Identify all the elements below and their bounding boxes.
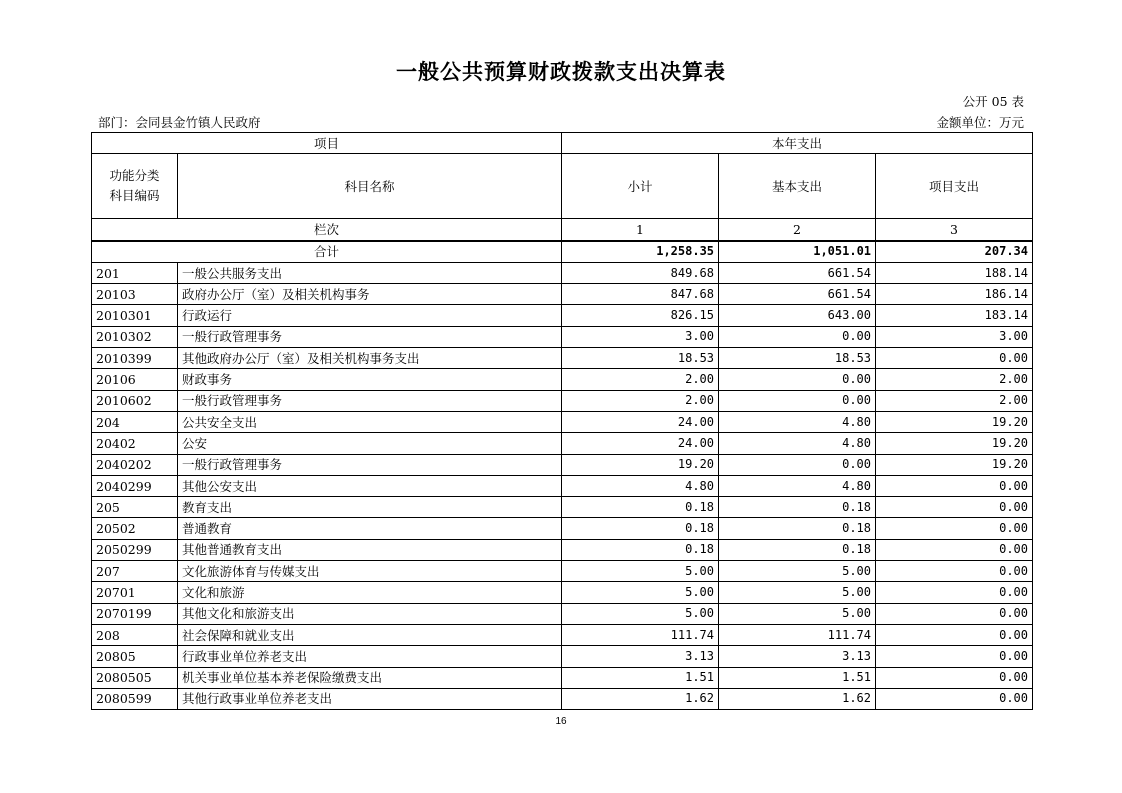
page-number: 16: [555, 716, 567, 727]
row-name: 公安: [178, 433, 562, 454]
row-name: 其他行政事业单位养老支出: [178, 688, 562, 709]
total-row: [92, 241, 1033, 263]
row-project: 0.00: [876, 603, 1033, 624]
table-row: [92, 390, 1033, 411]
table-row: [92, 305, 1033, 326]
row-code: 2010602: [92, 390, 178, 411]
table-row: [92, 475, 1033, 496]
row-project: 186.14: [876, 284, 1033, 305]
table-row: [92, 348, 1033, 369]
row-subtotal: 24.00: [562, 433, 719, 454]
row-project: 19.20: [876, 411, 1033, 432]
department-label: 部门：会同县金竹镇人民政府: [98, 115, 261, 130]
row-subtotal: 1.51: [562, 667, 719, 688]
row-subtotal: 2.00: [562, 369, 719, 390]
row-code: 2040299: [92, 475, 178, 496]
row-code: 20103: [92, 284, 178, 305]
row-code: 205: [92, 497, 178, 518]
header-subject-name: 科目名称: [178, 154, 562, 219]
row-basic: 0.18: [719, 497, 876, 518]
row-code: 204: [92, 411, 178, 432]
row-code: 2010301: [92, 305, 178, 326]
row-code: 20106: [92, 369, 178, 390]
row-subtotal: 5.00: [562, 603, 719, 624]
table-row: [92, 561, 1033, 582]
row-name: 社会保障和就业支出: [178, 624, 562, 645]
row-name: 财政事务: [178, 369, 562, 390]
row-basic: 1.62: [719, 688, 876, 709]
row-name: 一般公共服务支出: [178, 262, 562, 283]
row-project: 188.14: [876, 262, 1033, 283]
row-name: 普通教育: [178, 518, 562, 539]
row-name: 机关事业单位基本养老保险缴费支出: [178, 667, 562, 688]
row-name: 教育支出: [178, 497, 562, 518]
page-title: 一般公共预算财政拨款支出决算表: [396, 60, 726, 84]
row-basic: 5.00: [719, 582, 876, 603]
header-column-no: 栏次: [92, 219, 562, 241]
row-subtotal: 849.68: [562, 262, 719, 283]
row-code: 20701: [92, 582, 178, 603]
row-basic: 0.00: [719, 454, 876, 475]
table-row: [92, 497, 1033, 518]
row-basic: 111.74: [719, 624, 876, 645]
table-row: [92, 454, 1033, 475]
row-project: 0.00: [876, 518, 1033, 539]
row-basic: 4.80: [719, 411, 876, 432]
row-subtotal: 2.00: [562, 390, 719, 411]
header-func-code: 功能分类 科目编码: [92, 154, 178, 219]
total-subtotal: 1,258.35: [562, 241, 719, 263]
row-subtotal: 18.53: [562, 348, 719, 369]
row-basic: 3.13: [719, 646, 876, 667]
row-name: 文化和旅游: [178, 582, 562, 603]
row-basic: 5.00: [719, 561, 876, 582]
row-code: 20502: [92, 518, 178, 539]
row-subtotal: 847.68: [562, 284, 719, 305]
row-project: 0.00: [876, 667, 1033, 688]
row-project: 0.00: [876, 348, 1033, 369]
row-name: 行政事业单位养老支出: [178, 646, 562, 667]
row-subtotal: 111.74: [562, 624, 719, 645]
row-code: 2040202: [92, 454, 178, 475]
row-code: 2010302: [92, 326, 178, 347]
row-name: 其他政府办公厅（室）及相关机构事务支出: [178, 348, 562, 369]
table-row: [92, 603, 1033, 624]
row-name: 行政运行: [178, 305, 562, 326]
header-col2: 2: [719, 219, 876, 241]
row-code: 20805: [92, 646, 178, 667]
row-name: 一般行政管理事务: [178, 390, 562, 411]
row-project: 0.00: [876, 582, 1033, 603]
row-basic: 0.18: [719, 539, 876, 560]
header-item: 项目: [92, 133, 562, 154]
row-name: 政府办公厅（室）及相关机构事务: [178, 284, 562, 305]
row-subtotal: 0.18: [562, 497, 719, 518]
row-code: 208: [92, 624, 178, 645]
row-basic: 1.51: [719, 667, 876, 688]
table-row: [92, 433, 1033, 454]
row-name: 一般行政管理事务: [178, 454, 562, 475]
row-name: 其他文化和旅游支出: [178, 603, 562, 624]
row-code: 207: [92, 561, 178, 582]
row-project: 0.00: [876, 475, 1033, 496]
row-project: 0.00: [876, 646, 1033, 667]
table-row: [92, 284, 1033, 305]
row-subtotal: 826.15: [562, 305, 719, 326]
row-basic: 0.00: [719, 369, 876, 390]
row-code: 20402: [92, 433, 178, 454]
row-subtotal: 0.18: [562, 518, 719, 539]
total-project: 207.34: [876, 241, 1033, 263]
row-code: 2050299: [92, 539, 178, 560]
total-label: 合计: [92, 241, 562, 263]
table-row: [92, 667, 1033, 688]
row-subtotal: 0.18: [562, 539, 719, 560]
table-row: [92, 262, 1033, 283]
row-project: 0.00: [876, 497, 1033, 518]
row-basic: 18.53: [719, 348, 876, 369]
row-subtotal: 5.00: [562, 561, 719, 582]
table-row: [92, 688, 1033, 709]
row-subtotal: 19.20: [562, 454, 719, 475]
row-basic: 4.80: [719, 475, 876, 496]
header-basic: 基本支出: [719, 154, 876, 219]
row-project: 183.14: [876, 305, 1033, 326]
row-basic: 0.18: [719, 518, 876, 539]
row-project: 3.00: [876, 326, 1033, 347]
header-project: 项目支出: [876, 154, 1033, 219]
row-code: 2010399: [92, 348, 178, 369]
row-basic: 4.80: [719, 433, 876, 454]
row-subtotal: 3.00: [562, 326, 719, 347]
row-project: 0.00: [876, 539, 1033, 560]
table-row: [92, 518, 1033, 539]
table-row: [92, 326, 1033, 347]
row-basic: 661.54: [719, 262, 876, 283]
row-basic: 661.54: [719, 284, 876, 305]
row-project: 19.20: [876, 454, 1033, 475]
table-row: [92, 646, 1033, 667]
table-row: [92, 624, 1033, 645]
row-project: 0.00: [876, 688, 1033, 709]
row-subtotal: 3.13: [562, 646, 719, 667]
row-basic: 0.00: [719, 326, 876, 347]
row-code: 2080505: [92, 667, 178, 688]
row-project: 0.00: [876, 561, 1033, 582]
row-basic: 0.00: [719, 390, 876, 411]
row-subtotal: 4.80: [562, 475, 719, 496]
expenditure-table: [91, 132, 1033, 710]
row-code: 201: [92, 262, 178, 283]
table-row: [92, 539, 1033, 560]
table-row: [92, 582, 1033, 603]
row-basic: 5.00: [719, 603, 876, 624]
form-number: 公开 05 表: [962, 94, 1024, 109]
header-col1: 1: [562, 219, 719, 241]
row-project: 0.00: [876, 624, 1033, 645]
table-row: [92, 369, 1033, 390]
row-subtotal: 5.00: [562, 582, 719, 603]
row-basic: 643.00: [719, 305, 876, 326]
row-project: 2.00: [876, 369, 1033, 390]
row-name: 公共安全支出: [178, 411, 562, 432]
row-name: 文化旅游体育与传媒支出: [178, 561, 562, 582]
row-subtotal: 1.62: [562, 688, 719, 709]
row-code: 2070199: [92, 603, 178, 624]
amount-unit-label: 金额单位：万元: [936, 115, 1024, 130]
row-name: 其他公安支出: [178, 475, 562, 496]
header-subtotal: 小计: [562, 154, 719, 219]
row-name: 一般行政管理事务: [178, 326, 562, 347]
header-col3: 3: [876, 219, 1033, 241]
table-row: [92, 411, 1033, 432]
row-code: 2080599: [92, 688, 178, 709]
row-name: 其他普通教育支出: [178, 539, 562, 560]
header-this-year: 本年支出: [562, 133, 1033, 154]
row-subtotal: 24.00: [562, 411, 719, 432]
row-project: 2.00: [876, 390, 1033, 411]
row-project: 19.20: [876, 433, 1033, 454]
total-basic: 1,051.01: [719, 241, 876, 263]
